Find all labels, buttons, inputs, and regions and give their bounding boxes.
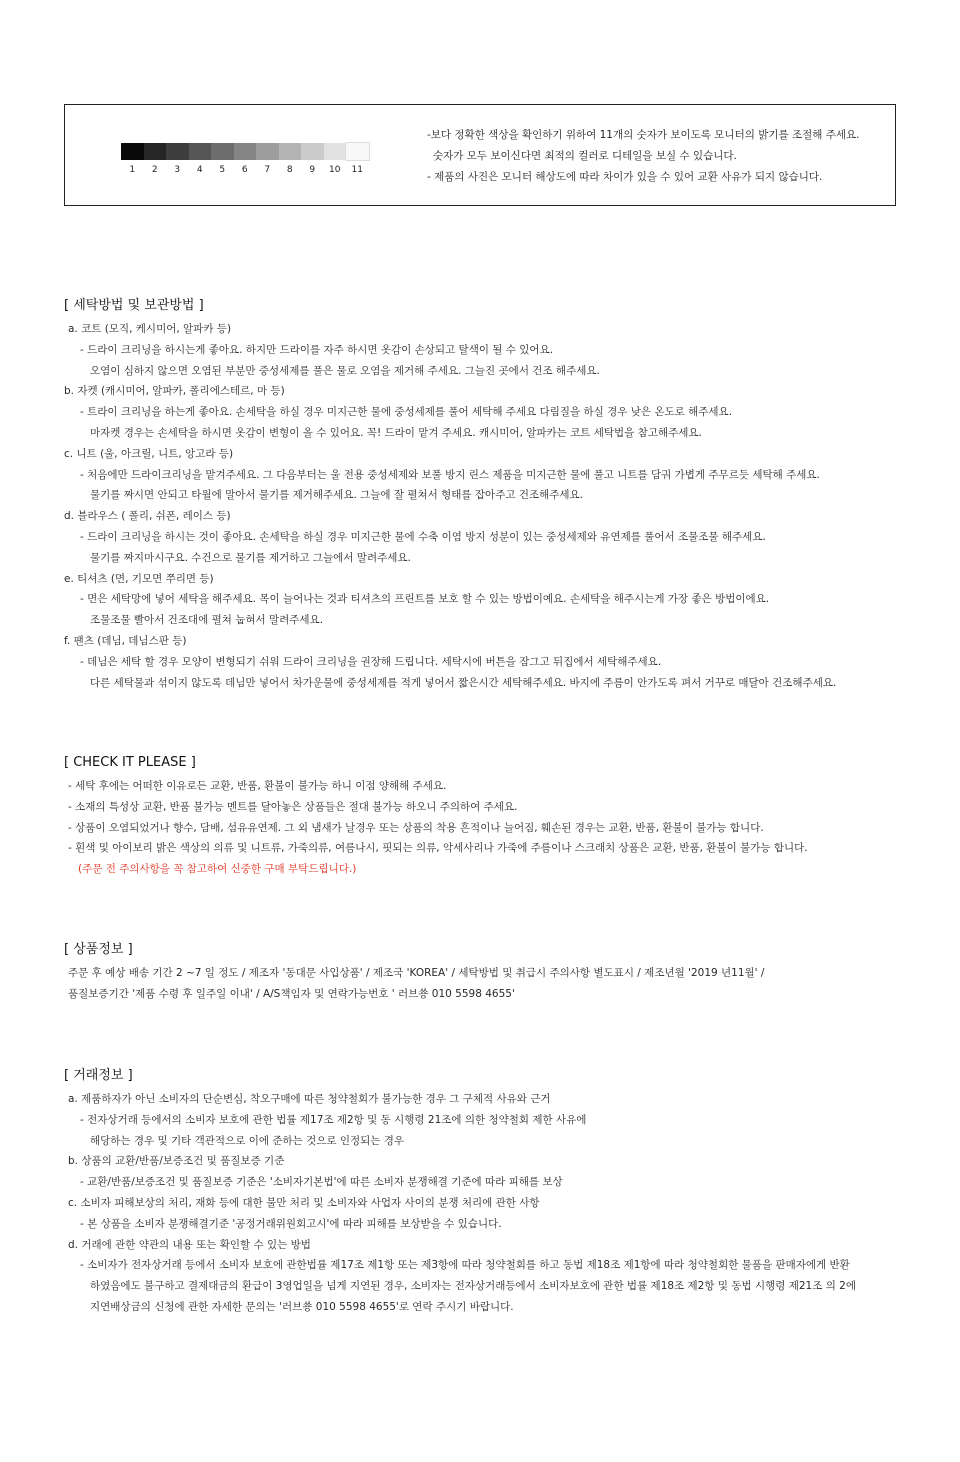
washing-line: e. 티셔츠 (면, 기모면 쭈리면 등) <box>64 572 214 585</box>
monitor-brightness-notice <box>64 104 896 206</box>
check-section <box>64 754 808 880</box>
trade-line: - 본 상품을 소비자 분쟁해결기준 '공정거래위원회고시'에 따라 피해를 보상받을 수 있습니다. <box>80 1217 502 1230</box>
check-warning: (주문 전 주의사항을 꼭 참고하여 신중한 구매 부탁드립니다.) <box>78 863 357 876</box>
washing-line: - 면은 세탁망에 넣어 세탁을 해주세요. 목이 늘어나는 것과 티셔츠의 프린트를 보호 할 수 있는 방법이예요. 손세탁을 해주시는게 가장 좋은 방법이에요. <box>80 593 770 606</box>
washing-line: 오염이 심하지 않으면 오염된 부분만 중성세제를 풀은 물로 오염을 제거해 주세요. 그늘진 곳에서 건조 해주세요. <box>90 364 600 377</box>
grayscale-number: 5 <box>219 165 226 175</box>
grayscale-step <box>256 143 279 175</box>
grayscale-step <box>324 143 347 175</box>
grayscale-step <box>189 143 212 175</box>
washing-line: - 드라이 크리닝을 하시는게 좋아요. 하지만 드라이를 자주 하시면 옷감이 손상되고 탈색이 될 수 있어요. <box>80 343 554 356</box>
grayscale-number: 8 <box>286 165 293 175</box>
grayscale-number: 6 <box>241 165 248 175</box>
check-line: - 흰색 및 아이보리 밝은 색상의 의류 및 니트류, 가죽의류, 여름나시, 핏되는 의류, 악세사리나 가죽에 주름이나 스크래치 상품은 교환, 반품, 환불이 불가능 합니다. <box>68 842 808 855</box>
grayscale-step <box>301 143 324 175</box>
grayscale-swatch <box>324 143 347 160</box>
washing-line: - 트라이 크리닝을 하는게 좋아요. 손세탁을 하실 경우 미지근한 물에 중성세제를 풀어 세탁해 주세요 다림질을 하실 경우 낮은 온도로 해주세요. <box>80 406 733 419</box>
trade-line: 하였음에도 불구하고 결제대금의 환급이 3영업일을 넘게 지연된 경우, 소비자는 전자상거래등에서 소비자보호에 관한 법률 제18조 제2항 및 동법 시행령 제21조 의 2에 <box>90 1280 857 1293</box>
grayscale-number: 10 <box>329 165 341 175</box>
grayscale-number: 1 <box>129 165 136 175</box>
check-line: - 세탁 후에는 어떠한 이유로든 교환, 반품, 환불이 불가능 하니 이점 양해해 주세요. <box>68 780 447 792</box>
washing-section <box>64 297 836 693</box>
washing-line: f. 팬츠 (데님, 데님스판 등) <box>64 634 187 647</box>
washing-line: - 드라이 크리닝을 하시는 것이 좋아요. 손세탁을 하실 경우 미지근한 물에 수축 이염 방지 성분이 있는 중성세제와 유연제를 풀어서 조물조물 해주세요. <box>80 530 766 543</box>
washing-line: a. 코트 (모직, 케시미어, 알파카 등) <box>68 323 232 335</box>
washing-line: 조물조물 빨아서 건조대에 펼쳐 눕혀서 말려주세요. <box>90 614 324 627</box>
grayscale-step <box>234 143 257 175</box>
washing-line: 다른 세탁물과 섞이지 않도록 데님만 넣어서 차가운물에 중성세제를 적게 넣어서 짧은시간 세탁해주세요. 바지에 주름이 안가도록 펴서 거꾸로 매달아 건조해주세요. <box>90 676 837 689</box>
grayscale-swatch <box>166 143 189 160</box>
notice-line: - 제품의 사진은 모니터 해상도에 따라 차이가 있을 수 있어 교환 사유가 되지 않습니다. <box>427 171 823 183</box>
grayscale-swatch <box>234 143 257 160</box>
check-line: - 상품이 오염되었거나 향수, 담배, 섬유유연제. 그 외 냄새가 날경우 또는 상품의 착용 흔적이나 늘어짐, 훼손된 경우는 교환, 반품, 환불이 불가능 합니다. <box>68 821 764 834</box>
product-line: 품질보증기간 '제품 수령 후 일주일 이내' / A/S책임자 및 연락가능번호 ' 러브쑝 010 5598 4655' <box>68 987 515 1000</box>
trade-line: a. 제품하자가 아닌 소비자의 단순변심, 착오구매에 따른 청약철회가 불가능한 경우 그 구체적 사유와 근거 <box>68 1093 551 1105</box>
washing-line: - 데님은 세탁 할 경우 모양이 변형되기 쉬워 드라이 크리닝을 권장해 드립니다. 세탁시에 버튼을 잠그고 뒤집에서 세탁해주세요. <box>80 655 662 668</box>
grayscale-number: 3 <box>174 165 181 175</box>
trade-line: 지연배상금의 신청에 관한 자세한 문의는 '러브쑝 010 5598 4655'로 연락 주시기 바랍니다. <box>90 1300 514 1313</box>
washing-line: b. 자켓 (캐시미어, 알파카, 폴리에스테르, 마 등) <box>64 385 285 398</box>
grayscale-number: 2 <box>151 165 158 175</box>
notice-line: -보다 정확한 색상을 확인하기 위하여 11개의 숫자가 보이도록 모니터의 밝기를 조절해 주세요. <box>427 129 860 141</box>
washing-line: d. 블라우스 ( 폴리, 쉬폰, 레이스 등) <box>64 510 231 523</box>
washing-line: 물기를 짜시면 안되고 타월에 말아서 물기를 제거해주세요. 그늘에 잘 펼쳐서 형태를 잡아주고 건조해주세요. <box>90 489 584 502</box>
washing-line: - 처음에만 드라이크리닝을 맡겨주세요. 그 다음부터는 울 전용 중성세제와 보풀 방지 린스 제품을 미지근한 물에 풀고 니트를 담궈 가볍게 주무르듯 세탁해 주세요. <box>80 468 820 481</box>
grayscale-swatch <box>144 143 167 160</box>
trade-line: 해당하는 경우 및 기타 객관적으로 이에 준하는 것으로 인정되는 경우 <box>90 1134 405 1147</box>
check-line: - 소재의 특성상 교환, 반품 불가능 멘트를 달아놓은 상품들은 절대 불가능 하오니 주의하여 주세요. <box>68 800 518 813</box>
washing-line: 물기를 짜지마시구요. 수건으로 물기를 제거하고 그늘에서 말려주세요. <box>90 551 411 564</box>
grayscale-step <box>144 143 167 175</box>
grayscale-step <box>279 143 302 175</box>
grayscale-swatch <box>121 143 144 160</box>
product-title: [ 상품정보 ] <box>64 942 133 957</box>
grayscale-swatch <box>346 143 369 160</box>
washing-title: [ 세탁방법 및 보관방법 ] <box>64 298 204 313</box>
grayscale-swatch <box>301 143 324 160</box>
monitor-notice-text <box>427 125 860 188</box>
trade-line: - 소비자가 전자상거래 등에서 소비자 보호에 관한법률 제17조 제1항 또는 제3항에 따라 청약철회를 하고 동법 제18조 제1항에 따라 청약철회한 물품을 판매자에게 반환 <box>80 1259 850 1272</box>
grayscale-step <box>346 143 369 175</box>
trade-title: [ 거래정보 ] <box>64 1068 133 1083</box>
washing-lines <box>64 319 836 693</box>
trade-line: d. 거래에 관한 약관의 내용 또는 확인할 수 있는 방법 <box>68 1238 311 1251</box>
check-title: [ CHECK IT PLEASE ] <box>64 755 196 770</box>
trade-line: - 교환/반품/보증조건 및 품질보증 기준은 '소비자기본법'에 따른 소비자 분쟁해결 기준에 따라 피해를 보상 <box>80 1176 563 1189</box>
notice-line: 숫자가 모두 보이신다면 최적의 컬러로 디테일을 보실 수 있습니다. <box>433 150 737 162</box>
product-line: 주문 후 예상 배송 기간 2 ~7 일 정도 / 제조자 '동대문 사입상품' / 제조국 'KOREA' / 세탁방법 및 취급시 주의사항 별도표시 / 제조년월 '2019 년11월' / <box>68 967 765 979</box>
grayscale-number: 7 <box>264 165 271 175</box>
trade-info-section <box>64 1067 856 1318</box>
washing-line: c. 니트 (울, 아크릴, 니트, 앙고라 등) <box>64 447 234 460</box>
trade-line: b. 상품의 교환/반품/보증조건 및 품질보증 기준 <box>68 1155 285 1168</box>
grayscale-number: 9 <box>309 165 316 175</box>
grayscale-step <box>121 143 144 175</box>
grayscale-number: 11 <box>351 165 363 175</box>
grayscale-swatch <box>256 143 279 160</box>
grayscale-step <box>166 143 189 175</box>
product-info-section <box>64 941 764 1005</box>
grayscale-step <box>211 143 234 175</box>
grayscale-swatch <box>279 143 302 160</box>
trade-line: c. 소비자 피해보상의 처리, 재화 등에 대한 불만 처리 및 소비자와 사업자 사이의 분쟁 처리에 관한 사항 <box>68 1196 540 1209</box>
grayscale-swatch <box>211 143 234 160</box>
washing-line: 마자켓 경우는 손세탁을 하시면 옷감이 변형이 올 수 있어요. 꼭! 드라이 맡겨 주세요. 캐시미어, 알파카는 코트 세탁법을 참고해주세요. <box>90 426 702 439</box>
grayscale-calibration-strip <box>121 143 369 175</box>
grayscale-number: 4 <box>196 165 203 175</box>
grayscale-swatch <box>189 143 212 160</box>
trade-line: - 전자상거래 등에서의 소비자 보호에 관한 법률 제17조 제2항 및 동 시행령 21조에 의한 청약철회 제한 사유에 <box>80 1113 587 1126</box>
trade-lines <box>64 1089 856 1318</box>
